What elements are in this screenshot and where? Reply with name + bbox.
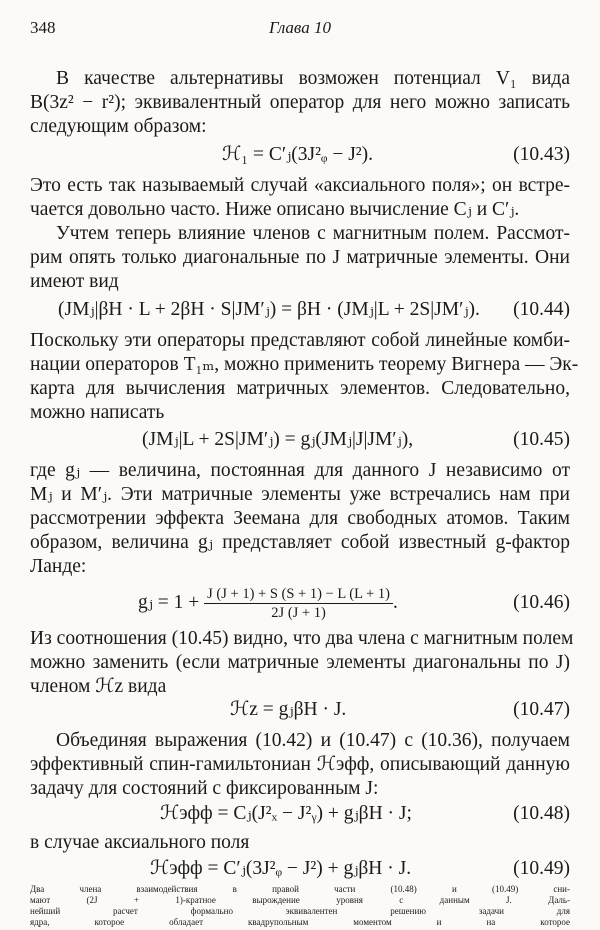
text-line: Учтем теперь влияние членов с магнитным полем. Рассмот- xyxy=(56,223,570,244)
equation-number: (10.45) xyxy=(513,429,570,450)
text-line: образом, величина gⱼ представляет собой известный g-фактор xyxy=(30,532,570,553)
equation-lhs: gⱼ = 1 + xyxy=(138,592,200,613)
equation-number: (10.46) xyxy=(513,592,570,613)
fraction-denominator: 2J (J + 1) xyxy=(271,605,326,622)
equation-formula: ℋ₁ = C′ⱼ(3J²ᵩ − J²). xyxy=(222,144,373,165)
fraction xyxy=(204,585,393,622)
text-line: Пока не определены еще коэффициенты Cⱼ и C′ⱼ; проиллю- xyxy=(30,928,56,929)
equation-formula: ℋэфф = Cⱼ(J²ₓ − J²ᵧ) + gⱼβH · J; xyxy=(160,803,412,824)
text-line: следующим образом: xyxy=(30,116,207,137)
text-line: рим опять только диагональные по J матричные элементы. Они xyxy=(30,247,570,268)
text-line: где gⱼ — величина, постоянная для данного J независимо от xyxy=(30,460,570,481)
equation-number: (10.47) xyxy=(513,699,570,720)
text-line: В качестве альтернативы возможен потенциал V₁ вида xyxy=(56,68,570,89)
equation-10-45 xyxy=(30,426,570,454)
chapter-title: Глава 10 xyxy=(269,18,331,37)
text-line: карта для вычисления матричных элементов. Следовательно, xyxy=(30,378,570,399)
text-line: членом ℋᴢ вида xyxy=(30,676,167,697)
text-line: действуют неоднородное электрическое поле и постоянное маг- xyxy=(30,926,58,927)
text-line: Из соотношения (10.45) видно, что два члена с магнитным полем xyxy=(30,628,574,649)
text-line: Mⱼ и M′ⱼ. Эти матричные элементы уже встречались нам при xyxy=(30,484,570,505)
equation-number: (10.44) xyxy=(513,299,570,320)
text-line: нитное поле. Мы не будем здесь приводить деталей этого рас- xyxy=(30,927,57,928)
equation-formula xyxy=(138,583,398,623)
text-line: нейший расчет формально эквивалентен решению задачи для xyxy=(30,906,570,916)
text-line: рассмотрении эффекта Зеемана для свободных атомов. Таким xyxy=(30,508,570,529)
text-line: ядра, которое обладает квадрупольным моментом и на которое xyxy=(30,917,570,927)
equation-10-43 xyxy=(30,141,570,169)
text-line: B(3z² − r²); эквивалентный оператор для него можно записать xyxy=(30,92,570,113)
equation-number: (10.48) xyxy=(513,803,570,824)
equation-formula: ℋэфф = C′ⱼ(3J²ᵩ − J²) + gⱼβH · J. xyxy=(150,858,412,879)
equation-10-48 xyxy=(30,800,570,828)
equation-10-47 xyxy=(30,696,570,724)
text-line: мают (2J + 1)-кратное вырождение уровня с данным J. Даль- xyxy=(30,895,570,905)
equation-number: (10.49) xyxy=(513,858,570,879)
text-line: эффективный спин-гамильтониан ℋэфф, описывающий данную xyxy=(30,754,570,775)
equation-10-46 xyxy=(30,583,570,623)
equation-tail: . xyxy=(392,592,398,613)
equation-number: (10.43) xyxy=(513,144,570,165)
equation-formula: (JMⱼ|L + 2S|JM′ⱼ) = gⱼ(JMⱼ|J|JM′ⱼ), xyxy=(142,429,414,450)
page-number: 348 xyxy=(30,18,56,37)
text-line: Это есть так называемый случай «аксиального поля»; он встре- xyxy=(30,175,570,196)
equation-10-49 xyxy=(30,855,570,883)
text-line: чается довольно часто. Ниже описано вычисление Cⱼ и C′ⱼ. xyxy=(30,199,520,220)
fraction-numerator: J (J + 1) + S (S + 1) − L (L + 1) xyxy=(204,585,393,604)
text-line: Объединяя выражения (10.42) и (10.47) с (10.36), получаем xyxy=(56,730,570,751)
text-line: можно заменить (если матричные элементы диагональны по J) xyxy=(30,652,570,673)
text-line: чета. xyxy=(30,928,33,929)
text-line: можно написать xyxy=(30,402,165,423)
equation-formula: (JMⱼ|βH · L + 2βH · S|JM′ⱼ) = βH · (JMⱼ|L + 2S|JM′ⱼ). xyxy=(58,299,480,320)
text-line: нации операторов T₁ₘ, можно применить теорему Вигнера — Эк- xyxy=(30,354,579,375)
equation-formula: ℋᴢ = gⱼβH · J. xyxy=(230,699,347,720)
text-line: задачу для состояний с фиксированным J: xyxy=(30,778,379,799)
text-line: Поскольку эти операторы представляют собой линейные комби- xyxy=(30,330,570,351)
text-line: Два члена взаимодействия в правой части (10.48) и (10.49) сни- xyxy=(30,884,570,894)
text-line: Ланде: xyxy=(30,556,87,577)
text-line: имеют вид xyxy=(30,271,119,292)
text-line: в случае аксиального поля xyxy=(30,832,250,853)
equation-10-44 xyxy=(30,296,570,324)
